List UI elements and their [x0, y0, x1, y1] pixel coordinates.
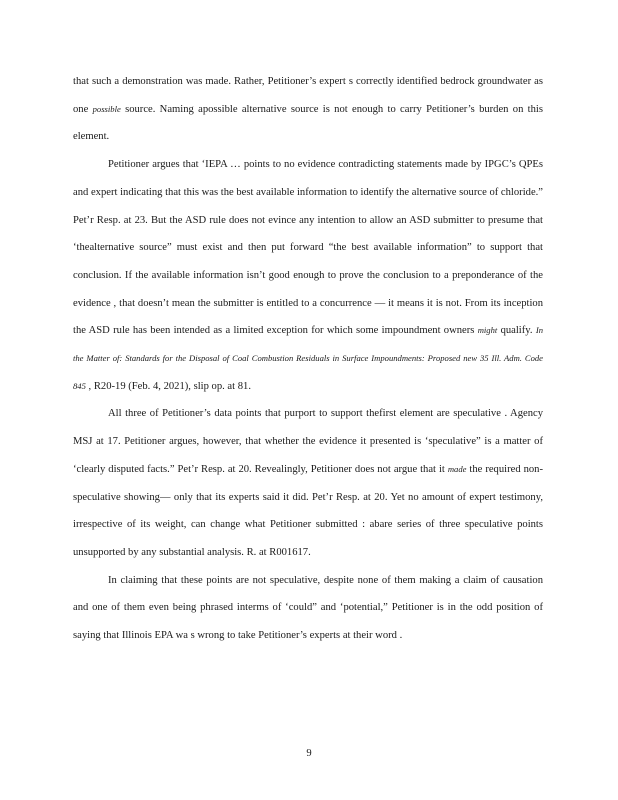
page-number: 9 [306, 748, 312, 759]
text-run: that such a demonstration was made. Rather, Petitioner’s expert s correctly identified bedrock groundwater as one [73, 76, 543, 115]
paragraph [73, 567, 543, 650]
paragraph [73, 151, 543, 400]
italic-text: made [447, 463, 467, 474]
paragraph [73, 68, 543, 151]
text-run: Petitioner argues that ‘IEPA … points to no evidence contradicting statements made by IPGC’s QPEs and expert indicating that this was the best available information to identify the alternative source of chloride.” Pet’r Resp. at 23. But the ASD rule does not evince any intention to allow an ASD submitter to presume that ‘thealternative source” must exist and then put forward “the best available information” to support that conclusion. If the available information isn’t good enough to prove the conclusion to a preponderance of the evidence , that doesn’t mean the submitter is entitled to a concurrence — it means it is not. From its inception the ASD rule has been intended as a limited exception for which some impoundment owners [73, 159, 543, 337]
italic-text: In the Matter of: Standards for the Disposal of Coal Combustion Residuals in Surface Impoundments: Proposed new 35 Ill. Adm. Code 845 [73, 325, 543, 391]
italic-text: might [477, 325, 498, 336]
text-run: source. Naming apossible alternative source is not enough to carry Petitioner’s burden on this element. [73, 103, 543, 143]
text-run: qualify. [497, 325, 536, 337]
paragraph [73, 400, 543, 566]
text-run: the required non-speculative showing— only that its experts said it did. Pet’r Resp. at 20. Yet no amount of expert testimony, irrespective of its weight, can change what Petitioner submitted : abare series of three speculative points unsupported by any substantial analysis. R. at R001617. [73, 463, 544, 558]
body-text [73, 68, 543, 650]
text-run: All three of Petitioner’s data points that purport to support thefirst element are speculative . Agency MSJ at 17. Petitioner argues, however, that whether the evidence it presented is ‘speculative” is a matter of ‘clearly disputed facts.” Pet’r Resp. at 20. Revealingly, Petitioner does not argue that it [73, 408, 543, 475]
text-run: , R20-19 (Feb. 4, 2021), slip op. at 81. [85, 380, 251, 392]
italic-text: possible [92, 103, 121, 114]
text-run: In claiming that these points are not speculative, despite none of them making a claim of causation and one of them even being phrased interms of ‘could” and ‘potential,” Petitioner is in the odd position of saying that Illinois EPA wa s wrong to take Petitioner’s experts at their word . [73, 574, 543, 642]
